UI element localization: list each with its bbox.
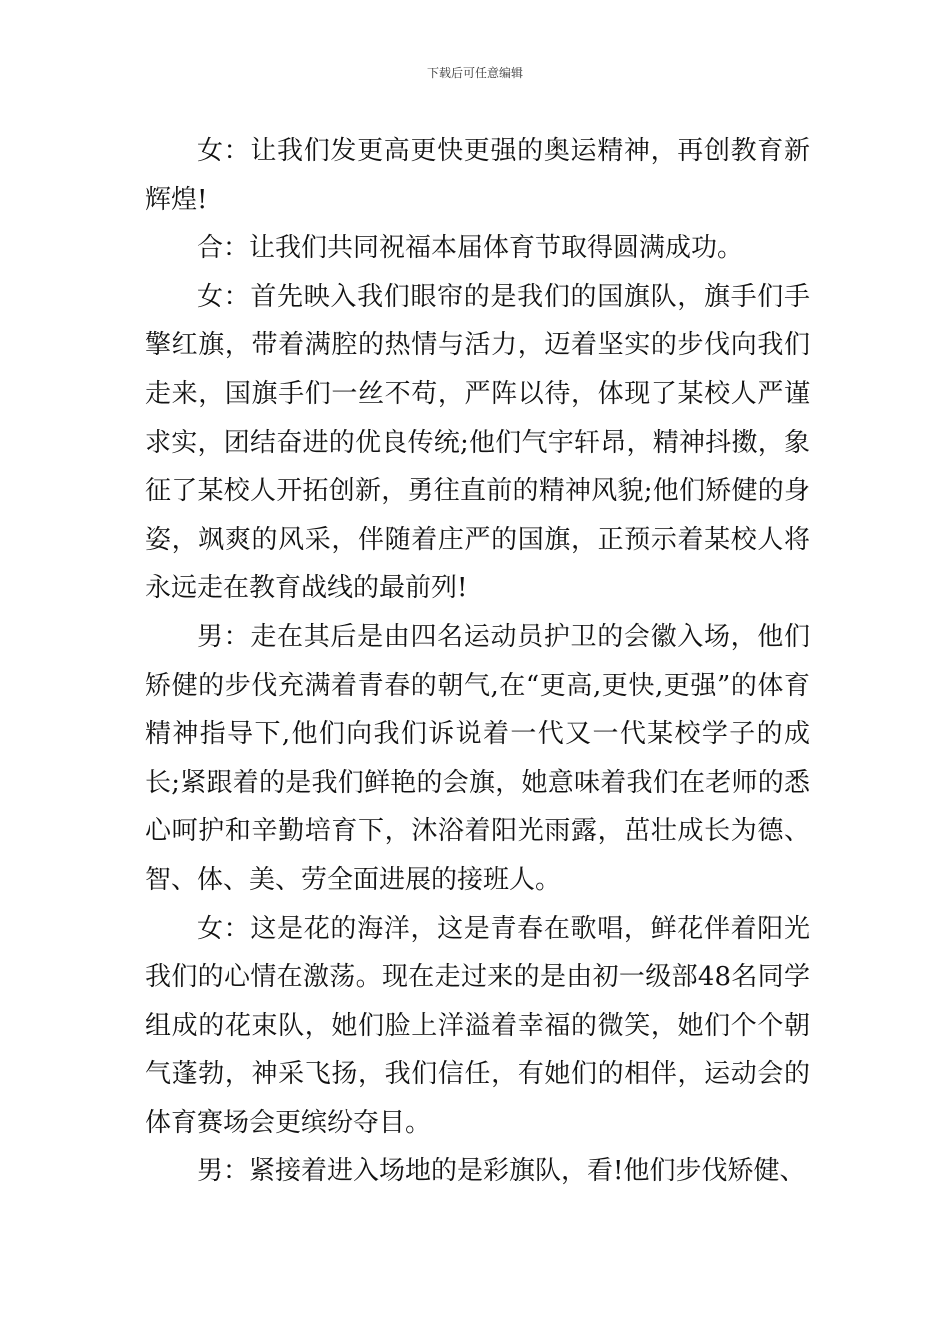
paragraph-6: 男：紧接着进入场地的是彩旗队，看!他们步伐矫健、 (197, 1156, 806, 1187)
document-body (145, 127, 810, 1196)
page-header: 下载后可任意编辑 (426, 66, 523, 80)
paragraph-4: 男：走在其后是由四名运动员护卫的会徽入场，他们矫健的步伐充满着青春的朝气,在“更高,更快,更强”的体育精神指导下,他们向我们诉说着一代又一代某校学子的成长;紧跟着的是我们鲜艳的会旗，她意味着我们在老师的悉心呵护和辛勤培育下，沐浴着阳光雨露，茁壮成长为德、智、体、美、劳全面进展的接班人。 (145, 621, 810, 895)
paragraph-2: 合：让我们共同祝福本届体育节取得圆满成功。 (197, 233, 744, 264)
paragraph-1: 女：让我们发更高更快更强的奥运精神，再创教育新辉煌! (145, 136, 810, 215)
paragraph-3: 女：首先映入我们眼帘的是我们的国旗队，旗手们手擎红旗，带着满腔的热情与活力，迈着坚实的步伐向我们走来，国旗手们一丝不苟，严阵以待，体现了某校人严谨求实，团结奋进的优良传统;他们气宇轩昂，精神抖擞，象征了某校人开拓创新，勇往直前的精神风貌;他们矫健的身姿，飒爽的风采，伴随着庄严的国旗，正预示着某校人将永远走在教育战线的最前列! (145, 281, 810, 604)
paragraph-5: 女：这是花的海洋，这是青春在歌唱，鲜花伴着阳光我们的心情在激荡。现在走过来的是由初一级部48名同学组成的花束队，她们脸上洋溢着幸福的微笑，她们个个朝气蓬勃，神采飞扬，我们信任，有她们的相伴，运动会的体育赛场会更缤纷夺目。 (145, 913, 810, 1138)
